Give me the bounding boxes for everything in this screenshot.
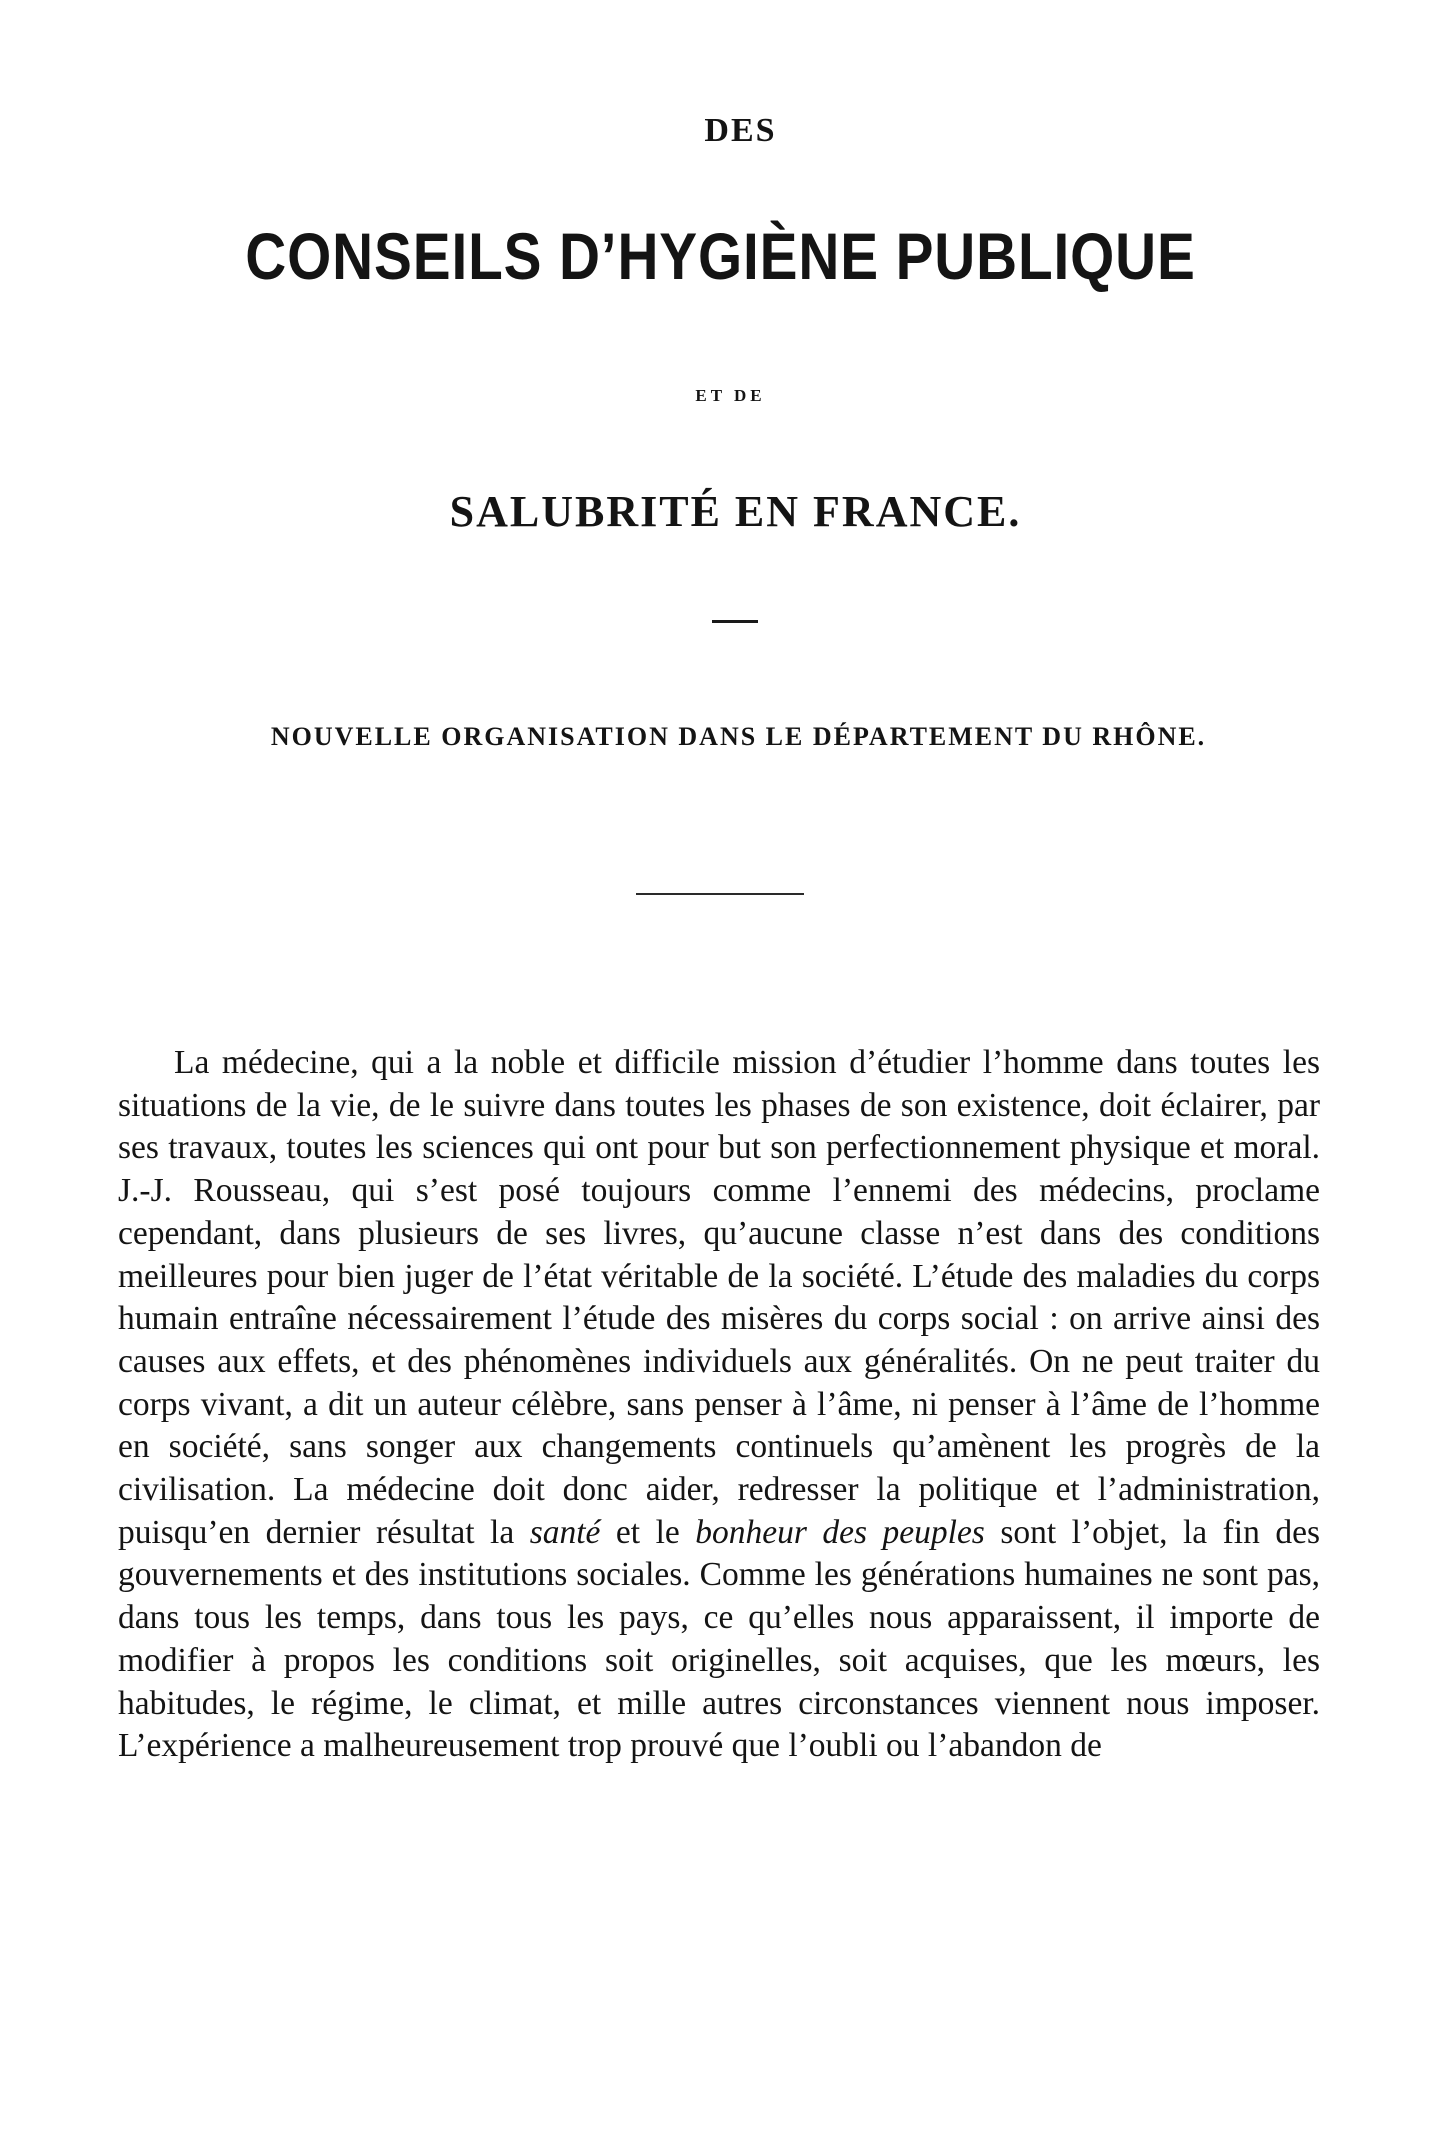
body-italic-bonheur: bonheur des peuples [695, 1513, 985, 1551]
body-text [118, 1042, 1320, 1768]
paragraph [118, 1042, 1320, 1768]
body-text-part-1: La médecine, qui a la noble et difficile mission d’étudier l’homme dans toutes les situations de la vie, de le suivre dans toutes les phases de son existence, doit éclairer, par ses travaux, toutes les sciences qui ont pour but son perfectionnement physique et moral. J.-J. Rousseau, qui s’est posé toujours comme l’ennemi des médecins, proclame cependant, dans plusieurs de ses livres, qu’aucune classe n’est dans des conditions meilleures pour bien juger de l’état véritable de la société. L’étude des maladies du corps humain entraîne nécessairement l’étude des misères du corps social : on arrive ainsi des causes aux effets, et des phénomènes individuels aux généralités. On ne peut traiter du corps vivant, a dit un auteur célèbre, sans penser à l’âme, ni penser à l’âme de l’homme en société, sans songer aux changements continuels qu’amènent les progrès de la civilisation. La médecine doit donc aider, redresser la politique et l’administration, puisqu’en dernier résultat la [118, 1044, 1320, 1551]
page-title: CONSEILS D’HYGIÈNE PUBLIQUE [245, 219, 1196, 293]
heading-des: DES [704, 112, 777, 149]
short-dash-divider [712, 620, 758, 623]
section-title: NOUVELLE ORGANISATION DANS LE DÉPARTEMENT DU RHÔNE. [270, 722, 1207, 751]
body-text-part-2: et le [600, 1513, 696, 1551]
thin-rule-divider [636, 893, 804, 895]
body-text-part-3: sont l’objet, la fin des gouvernements et des institutions sociales. Comme les générations humaines ne sont pas, dans tous les temps, dans tous les pays, ce qu’elles nous apparaissent, il importe de modifier à propos les conditions soit originelles, soit acquises, que les mœurs, les habitudes, le régime, le climat, et mille autres circonstances viennent nous imposer. L’expérience a malheureusement trop prouvé que l’oubli ou l’abandon de [118, 1513, 1320, 1765]
page-subtitle: SALUBRITÉ EN FRANCE. [449, 487, 1022, 536]
body-italic-sante: santé [529, 1513, 601, 1551]
heading-et-de: ET DE [695, 386, 766, 405]
